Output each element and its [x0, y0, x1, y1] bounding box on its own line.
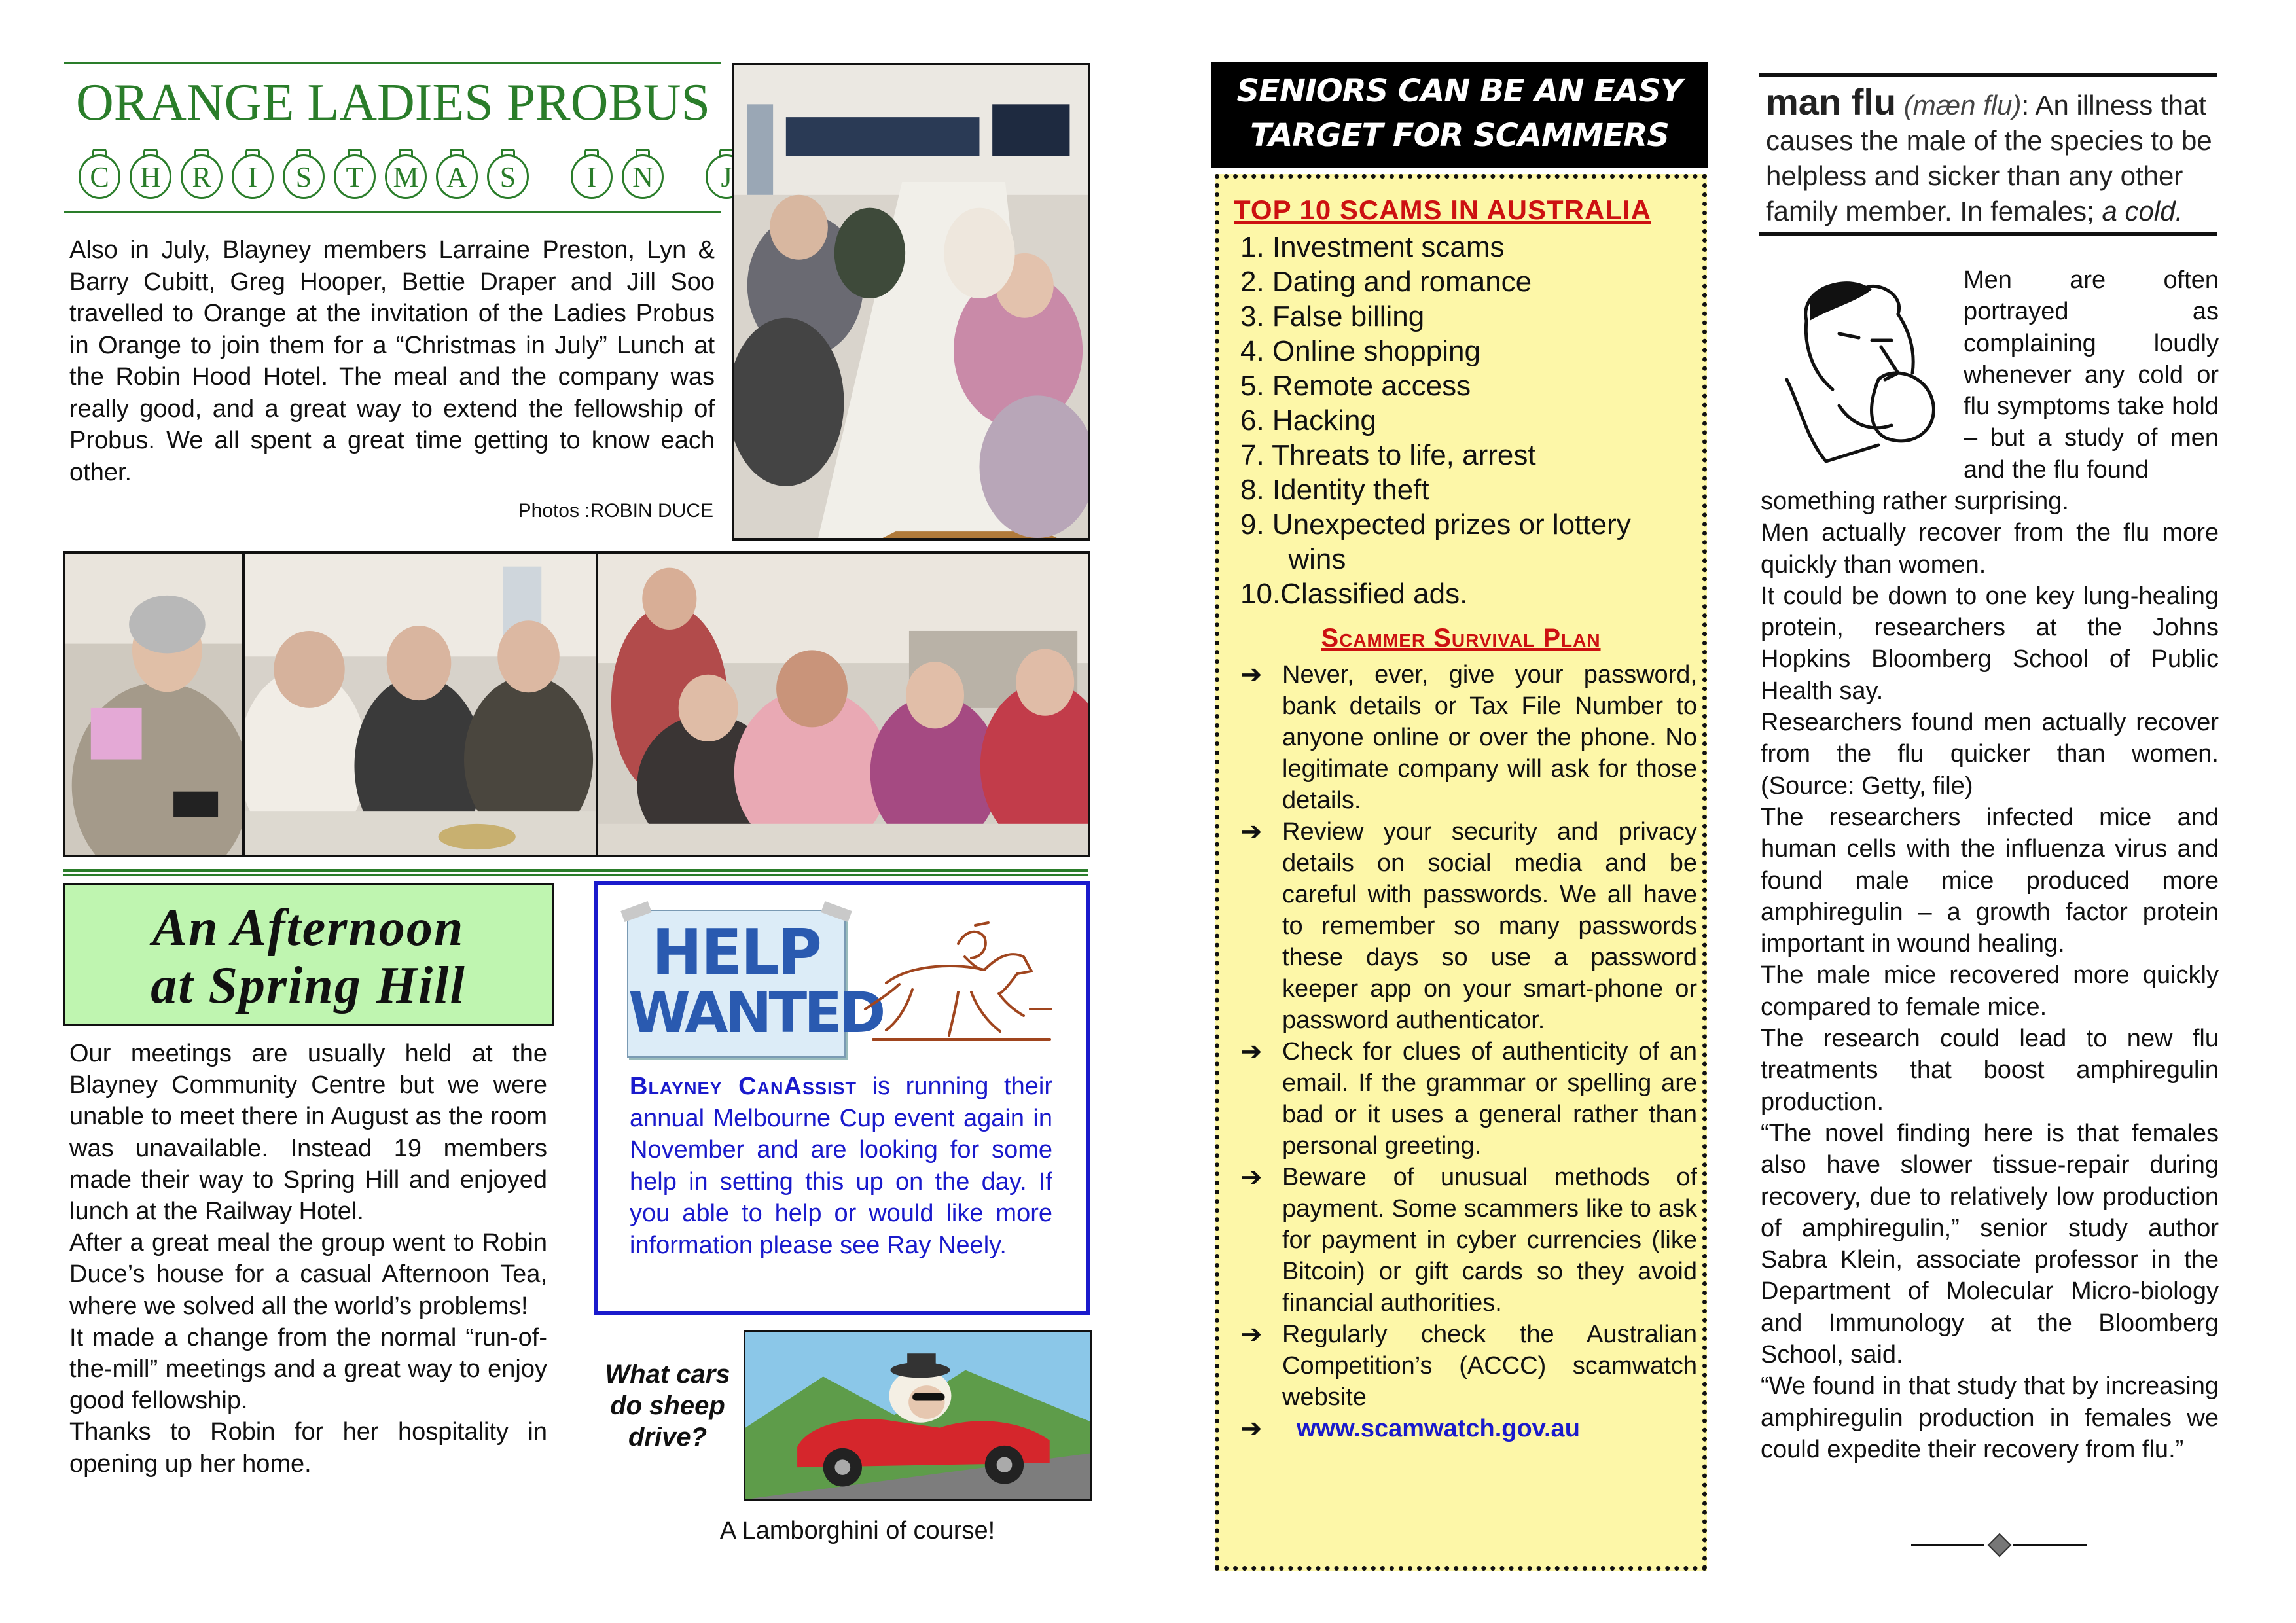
man-flu-continue: something rather surprising. [1761, 488, 2069, 515]
bauble-letter: S [283, 154, 325, 199]
diamond-icon [1988, 1533, 2012, 1558]
plan-item: ➔ Regularly check the Australian Competition’s (ACCC) scamwatch website [1240, 1320, 1697, 1411]
scam-item: 5. Remote access [1240, 370, 1471, 402]
scams-header [1211, 62, 1708, 168]
man-flu-para: It could be down to one key lung-healing protein, researchers at the Johns Hopkins Bloomberg School of Public Health say. [1761, 582, 2219, 705]
scam-item: wins [1240, 543, 1346, 575]
plan-item: ➔ Review your security and privacy details on social media and be careful with passwords. We all have to remember so many passwords these days so use a password keeper app on your smart-phone or password authenticator. [1240, 817, 1697, 1034]
scams-header-line2: TARGET FOR SCAMMERS [1250, 117, 1669, 154]
tape-icon [620, 901, 652, 922]
help-wanted-box [594, 881, 1090, 1315]
sheep-joke-question: What cars do sheep drive? [605, 1360, 730, 1452]
man-flu-para: Researchers found men actually recover from the flu quicker than women. (Source: Getty, file) [1761, 709, 2219, 800]
sneezing-man-icon [1761, 275, 1957, 465]
scam-item: 10.Classified ads. [1240, 578, 1468, 610]
section-divider [63, 869, 1088, 872]
scam-item: 1. Investment scams [1240, 231, 1505, 263]
plan-item: ➔ Never, ever, give your password, bank details or Tax File Number to anyone online or over the phone. No legitimate company will ask for those details. [1240, 660, 1697, 814]
spring-hill-para: It made a change from the normal “run-of-the-mill” meetings and a great way to enjoy good fellowship. [69, 1323, 547, 1415]
spring-hill-para: After a great meal the group went to Robin Duce’s house for a casual Afternoon Tea, where we solved all the world’s problems! [69, 1229, 547, 1320]
scam-item: 3. False billing [1240, 300, 1425, 332]
plan-list [1239, 659, 1697, 1444]
spring-hill-body [69, 1038, 547, 1480]
help-wanted-sign-line1: HELP [652, 916, 821, 990]
man-flu-intro: Men are often portrayed as complaining loudly whenever any cold or flu symptoms take hold – but a study of men and the flu found [1964, 266, 2219, 484]
arrow-right-icon: ➔ [1240, 1163, 1263, 1192]
ornament-line-left [1911, 1544, 1984, 1546]
photo-ladies-group [596, 551, 1090, 857]
man-flu-def: : An illness that causes the male of the species to be helpless and sicker than any other family member. In females; [1766, 90, 2212, 226]
photo-member-gift [63, 551, 245, 857]
probus-subtitle [79, 154, 732, 200]
bauble-letter: A [436, 154, 478, 199]
racehorse-icon [860, 911, 1056, 1048]
man-flu-para: “We found in that study that by increasing amphiregulin production in females we could expedite their recovery from flu.” [1761, 1372, 2219, 1463]
scam-item: 2. Dating and romance [1240, 266, 1532, 298]
spring-hill-para: Our meetings are usually held at the Blayney Community Centre but we were unable to meet there in August as the room was unavailable. Instead 19 members made their way to Spring Hill and enjoyed lunch at the Railway Hotel. [69, 1040, 547, 1226]
spring-hill-para: Thanks to Robin for her hospitality in opening up her home. [69, 1418, 547, 1478]
scams-box [1215, 174, 1707, 1571]
subtitle-word [571, 160, 673, 193]
bauble-letter: I [232, 154, 274, 199]
bauble-letter: N [622, 154, 664, 199]
probus-title: ORANGE LADIES PROBUS [76, 74, 710, 132]
bauble-letter: J [706, 154, 747, 199]
plan-heading: Scammer Survival Plan [1321, 624, 1601, 652]
canassist-name: Blayney CanAssist [630, 1073, 857, 1100]
man-flu-para: The researchers infected mice and human cells with the influenza virus and found male mice produced more amphiregulin – a growth factor protein important in wound healing. [1761, 803, 2219, 958]
spring-hill-title-line1: An Afternoon [152, 899, 465, 957]
scamwatch-link[interactable]: www.scamwatch.gov.au [1297, 1415, 1580, 1442]
help-wanted-sign-line2: WANTED [628, 980, 883, 1046]
scam-item: 4. Online shopping [1240, 335, 1480, 367]
end-ornament [1911, 1535, 2088, 1555]
man-flu-para: Men actually recover from the flu more quickly than women. [1761, 519, 2219, 579]
bauble-letter: C [79, 154, 120, 199]
bauble-letter: I [571, 154, 613, 199]
section-divider-thin [63, 874, 1088, 876]
top10-heading: TOP 10 SCAMS IN AUSTRALIA [1234, 194, 1651, 225]
scam-item: 8. Identity theft [1240, 474, 1429, 506]
scam-item: 6. Hacking [1240, 404, 1376, 437]
man-flu-pronunciation: (mæn flu) [1903, 90, 2022, 120]
help-wanted-text: is running their annual Melbourne Cup event again in November and are looking for some help in setting this up on the day. If you able to help or would like more information please see Ray Neely. [630, 1073, 1052, 1259]
photo-restaurant-table [732, 63, 1090, 541]
help-wanted-body [630, 1071, 1052, 1261]
man-flu-body [1761, 486, 2219, 1465]
help-wanted-sign [627, 910, 883, 1058]
ornament-line-right [2013, 1544, 2087, 1546]
photo-members-seated [242, 551, 598, 857]
man-flu-term: man flu [1766, 81, 1897, 122]
probus-top-rule [64, 62, 721, 64]
bauble-letter: T [334, 154, 376, 199]
scam-item: 7. Threats to life, arrest [1240, 439, 1536, 471]
arrow-right-icon: ➔ [1240, 1037, 1263, 1066]
arrow-right-icon: ➔ [1240, 1414, 1263, 1443]
photo-credit: Photos :ROBIN DUCE [518, 500, 713, 522]
scams-header-line1: SENIORS CAN BE AN EASY [1236, 73, 1683, 109]
bauble-letter: M [385, 154, 427, 199]
bauble-letter: R [181, 154, 223, 199]
top10-list [1240, 230, 1698, 611]
bauble-letter: S [487, 154, 529, 199]
man-flu-para: “The novel finding here is that females also have slower tissue-repair during recovery, due to relatively low production of amphiregulin,” senior study author Sabra Klein, associate professor in the Department of Molecular Micro-biology and Immunology at the Bloomberg School, said. [1761, 1119, 2219, 1369]
arrow-right-icon: ➔ [1240, 660, 1263, 689]
probus-body: Also in July, Blayney members Larraine Preston, Lyn & Barry Cubitt, Greg Hooper, Bettie Draper and Jill Soo travelled to Orange at the invitation of the Ladies Probus in Orange to join them for a “Christmas in July” Lunch at the Robin Hood Hotel. The meal and the company was really good, and a great way to extend the fellowship of Probus. We all spent a great time getting to know each other. [69, 236, 715, 486]
probus-subtitle-rule [64, 211, 721, 213]
man-flu-definition [1759, 73, 2217, 236]
arrow-right-icon: ➔ [1240, 817, 1263, 846]
plan-item [1239, 1413, 1697, 1444]
plan-item: ➔ Check for clues of authenticity of an email. If the grammar or spelling are bad or it uses a general rather than personal greeting. [1240, 1037, 1697, 1160]
bauble-letter: H [130, 154, 171, 199]
tape-icon [821, 901, 852, 922]
man-flu-para: The research could lead to new flu treatments that boost amphiregulin production. [1761, 1025, 2219, 1116]
spring-hill-title-box [63, 883, 554, 1026]
man-flu-para: The male mice recovered more quickly compared to female mice. [1761, 961, 2219, 1021]
subtitle-word [79, 160, 538, 193]
sheep-car-image [744, 1330, 1092, 1501]
man-flu-def-end: a cold. [2102, 196, 2183, 226]
sheep-joke-answer: A Lamborghini of course! [719, 1517, 996, 1544]
plan-item: ➔ Beware of unusual methods of payment. Some scammers like to ask for payment in cyber currencies (like Bitcoin) or gift cards so they avoid financial authorities. [1240, 1163, 1697, 1317]
scam-item: 9. Unexpected prizes or lottery [1240, 508, 1631, 541]
arrow-right-icon: ➔ [1240, 1320, 1263, 1349]
spring-hill-title-line2: at Spring Hill [151, 957, 466, 1014]
